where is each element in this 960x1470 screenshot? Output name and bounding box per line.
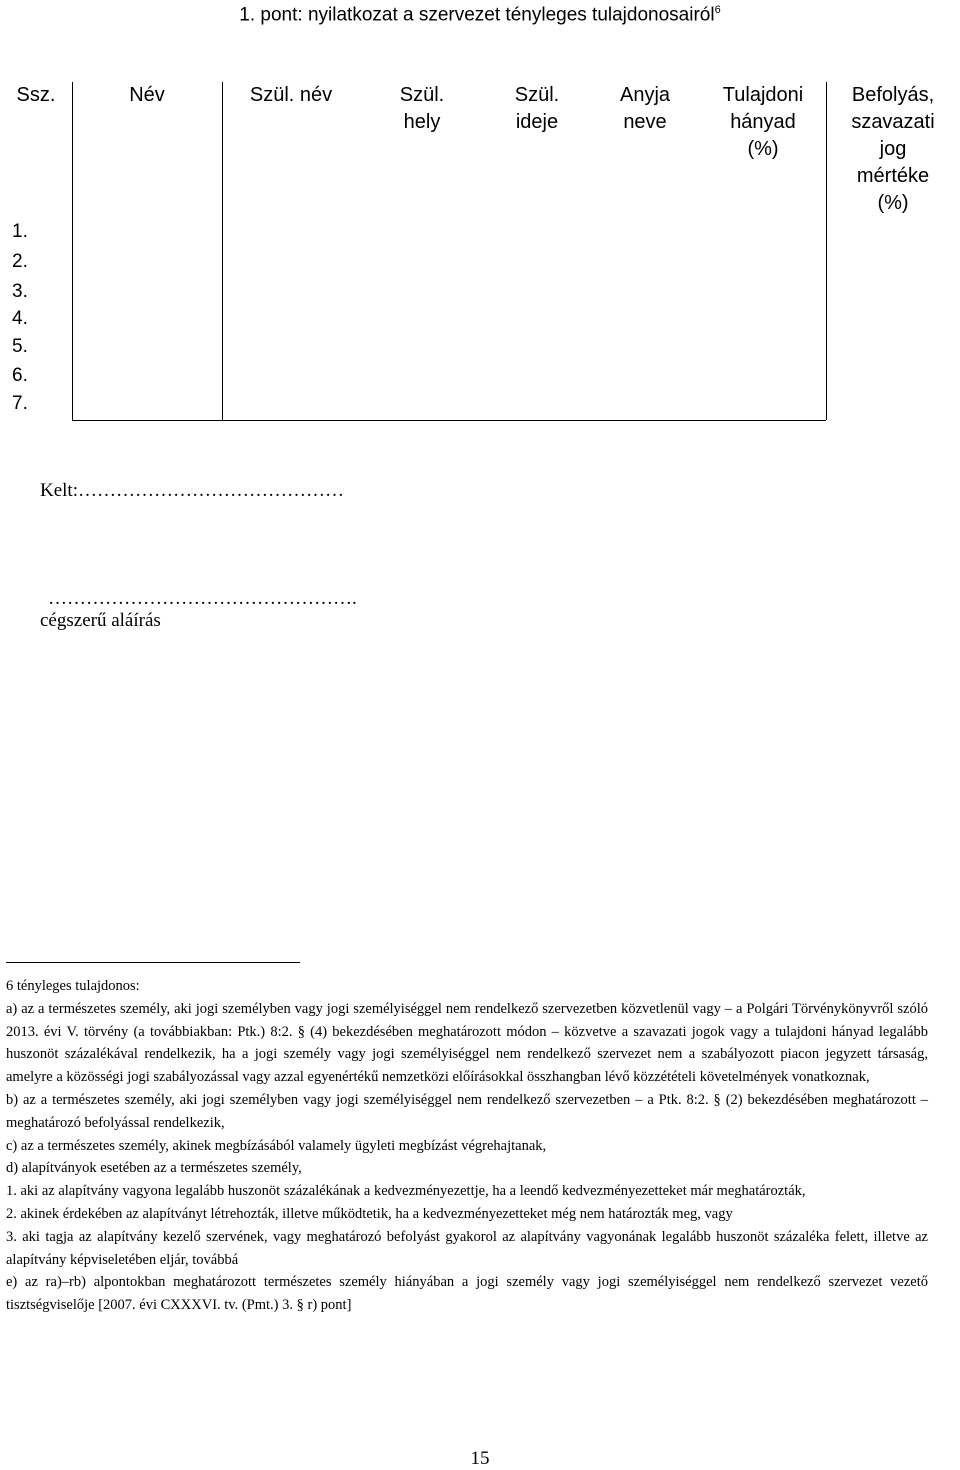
header-tulajdoni-hanyad: Tulajdoni hányad (%)	[722, 84, 804, 160]
footnote-paragraph: e) az ra)–rb) alpontokban meghatározott természetes személy hiányában a jogi személy vagy jogi személyiséggel nem rendelkező szervezet vezető tisztségviselője [2007. évi CXXXVI. tv. (Pmt.) 3. § r) pont]	[6, 1274, 928, 1314]
footnote-paragraph: 1. aki az alapítvány vagyona legalább huszonöt százalékának a kedvezményezettje, ha a leendő kedvezményezetteket már meghatározták,	[6, 1183, 806, 1200]
header-szul-ideje: Szül. ideje	[514, 84, 560, 133]
row-number: 5.	[12, 336, 28, 357]
signature-label: cégszerű aláírás	[40, 610, 161, 631]
footnote-head: 6 tényleges tulajdonos:	[6, 978, 140, 994]
footnote-paragraph: b) az a természetes személy, aki jogi személyben vagy jogi személyiséggel nem rendelkező szervezetben – a Ptk. 8:2. § (2) bekezdésében meghatározott – meghatározó befolyással rendelkezik,	[6, 1091, 928, 1131]
row-number: 4.	[12, 308, 28, 329]
row-number: 1.	[12, 221, 28, 242]
footnote-separator	[6, 962, 300, 963]
row-number: 3.	[12, 281, 28, 302]
owners-table	[0, 82, 960, 422]
row-number: 7.	[12, 393, 28, 414]
footnote-ref: 6	[714, 4, 721, 16]
table-divider	[222, 82, 223, 420]
header-ssz: Ssz.	[16, 84, 56, 106]
table-divider	[72, 82, 73, 420]
page-title	[0, 4, 960, 26]
table-divider	[826, 82, 827, 420]
table-divider	[72, 420, 826, 421]
row-number: 6.	[12, 365, 28, 386]
page-number: 15	[470, 1448, 490, 1469]
footnote-paragraph: a) az a természetes személy, aki jogi személyben vagy jogi személyiséggel nem rendelkező szervezetben közvetlenül vagy – a Polgári Törvénykönyvről szóló 2013. évi V. törvény (a továbbiakban: Ptk.) 8:2. § (4) bekezdésében meghatározott módon – közvetve a szavazati jogok vagy a tulajdoni hányad legalább huszonöt százalékával rendelkezik, ha a jogi személy vagy jogi személyiséggel nem rendelkező szervezet nem a szabályozott piacon jegyzett társaság, amelyre a közösségi jogi szabályozással vagy azzal egyenértékű nemzetközi előírásokkal összhangban lévő közzétételi követelmények vonatkoznak,	[6, 1000, 928, 1086]
title-text: 1. pont: nyilatkozat a szervezet tényleges tulajdonosairól	[239, 4, 715, 26]
signature-dots: ………………………………………….	[48, 588, 357, 609]
header-szul-hely: Szül. hely	[399, 84, 445, 133]
footnote-paragraph: 2. akinek érdekében az alapítványt létrehozták, illetve működtetik, ha a kedvezményezetteket még nem határozták meg, vagy	[6, 1205, 733, 1222]
date-line: Kelt:……………………………………	[40, 480, 344, 501]
footnote-paragraph: c) az a természetes személy, akinek megbízásából valamely ügyleti megbízást végrehajtanak,	[6, 1137, 547, 1154]
footnote	[6, 975, 928, 1317]
header-nev: Név	[129, 84, 165, 106]
header-anyja-neve: Anyja neve	[619, 84, 671, 133]
footnote-paragraph: d) alapítványok esetében az a természetes személy,	[6, 1160, 302, 1177]
row-number: 2.	[12, 251, 28, 272]
footnote-paragraph: 3. aki tagja az alapítvány kezelő szervének, vagy meghatározó befolyást gyakorol az alapítvány vagyonának legalább huszonöt százaléka felett, illetve az alapítvány képviseletében eljár, továbbá	[6, 1228, 928, 1268]
header-befolyas: Befolyás, szavazati jog mértéke (%)	[851, 84, 935, 214]
header-szul-nev: Szül. név	[249, 84, 333, 106]
